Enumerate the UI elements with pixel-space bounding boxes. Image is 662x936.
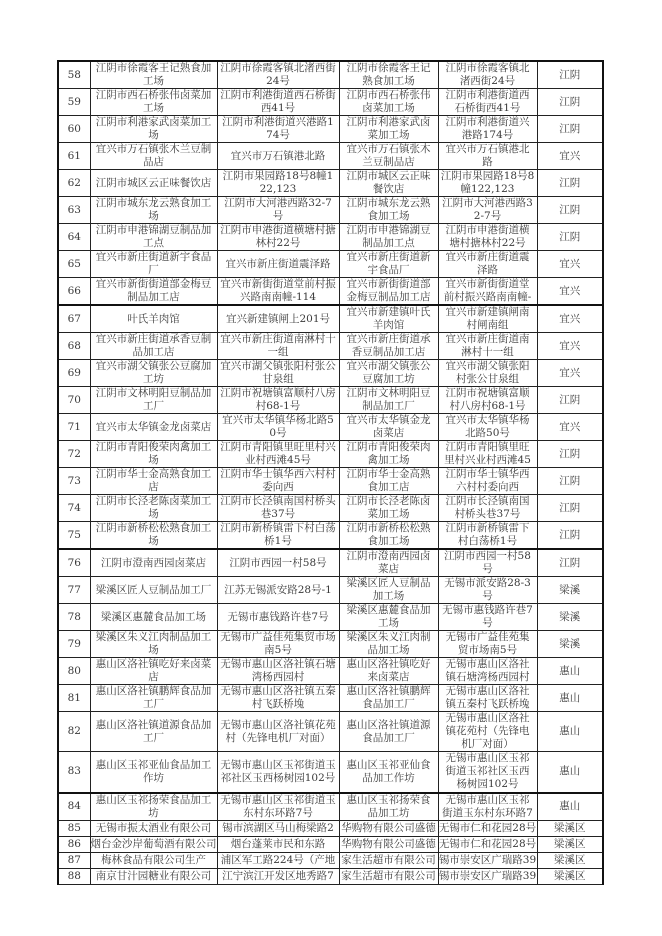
business-address-text: 烟台蓬莱市民和东路 bbox=[230, 837, 326, 850]
row-number-cell: 66 bbox=[58, 278, 90, 306]
business-name-cell: 江阴市澄南西园卤菜店 bbox=[90, 549, 217, 577]
row-number-cell: 61 bbox=[58, 143, 90, 170]
registered-address-cell: 江阴市利港街道兴港路174号 bbox=[438, 116, 537, 143]
table-row bbox=[58, 360, 603, 387]
row-number-cell: 77 bbox=[58, 577, 90, 604]
table-row bbox=[58, 333, 603, 360]
district-cell: 惠山 bbox=[537, 685, 603, 712]
registered-name-cell: 江阴市利港家武卤菜加工场 bbox=[339, 116, 438, 143]
table-row bbox=[58, 522, 603, 550]
row-number-cell: 83 bbox=[58, 752, 90, 793]
row-number-cell: 74 bbox=[58, 495, 90, 522]
registered-address-cell: 宜兴市新建镇闸南村闸南组 bbox=[438, 305, 537, 333]
registered-address-cell bbox=[438, 820, 537, 836]
district-cell: 江阴 bbox=[537, 468, 603, 495]
registered-address-cell: 江阴市徐霞客镇北渚西街24号 bbox=[438, 61, 537, 89]
registered-name-cell: 江阴市徐霞客王记熟食加工场 bbox=[339, 61, 438, 89]
registered-name-cell: 江阴市青阳俊荣肉禽加工场 bbox=[339, 441, 438, 468]
table-row bbox=[58, 251, 603, 278]
registered-name-cell: 惠山区玉祁扬荣食品加工坊 bbox=[339, 793, 438, 821]
business-address-text: 江宁滨江开发区地秀路7 bbox=[222, 869, 334, 882]
registered-name-cell: 宜兴市湖父镇张公豆腐加工坊 bbox=[339, 360, 438, 387]
business-name-cell: 江阴市城东龙云熟食加工场 bbox=[90, 197, 217, 224]
district-cell: 宜兴 bbox=[537, 143, 603, 170]
registered-address-cell: 无锡市惠山区玉祁街道玉祁社区玉西杨树园102号 bbox=[438, 752, 537, 793]
registered-name-cell: 江阴市长泾老陈卤菜加工场 bbox=[339, 495, 438, 522]
table-row bbox=[58, 305, 603, 333]
registered-name-cell: 惠山区玉祁亚仙食品加工作坊 bbox=[339, 752, 438, 793]
district-cell bbox=[537, 852, 603, 868]
row-number-cell bbox=[58, 868, 90, 884]
table-row bbox=[58, 89, 603, 116]
registered-address-cell bbox=[438, 868, 537, 884]
business-address-cell: 江阴市新桥镇雷下村白荡桥1号 bbox=[217, 522, 339, 550]
registered-address-cell: 宜兴市万石镇港北路 bbox=[438, 143, 537, 170]
registered-name-cell: 江阴市新桥松松熟食加工场 bbox=[339, 522, 438, 550]
business-name-cell: 江阴市新桥松松熟食加工场 bbox=[90, 522, 217, 550]
registered-address-text: 无锡市仁和花园28号 bbox=[438, 821, 537, 834]
business-name-text: 烟台金沙岸葡萄酒有限公司 bbox=[90, 837, 217, 850]
row-number-cell: 79 bbox=[58, 631, 90, 658]
business-name-cell: 江阴市华士金高熟食加工店 bbox=[90, 468, 217, 495]
registered-address-cell: 宜兴市太华镇华杨北路50号 bbox=[438, 414, 537, 441]
district-cell: 宜兴 bbox=[537, 305, 603, 333]
business-name-cell bbox=[90, 852, 217, 868]
registered-address-cell: 江阴市祝塘镇富顺村八房村68-1号 bbox=[438, 387, 537, 414]
district-cell: 江阴 bbox=[537, 61, 603, 89]
registered-name-cell: 惠山区洛社镇道源食品加工厂 bbox=[339, 712, 438, 752]
business-name-cell: 梁溪区朱义江肉制品加工场 bbox=[90, 631, 217, 658]
registered-address-cell: 无锡市惠山区洛社镇花苑村（先锋电机厂对面） bbox=[438, 712, 537, 752]
table-row bbox=[58, 387, 603, 414]
table-row bbox=[58, 604, 603, 631]
table-row bbox=[58, 495, 603, 522]
row-number-cell: 58 bbox=[58, 61, 90, 89]
district-cell: 梁溪 bbox=[537, 577, 603, 604]
business-address-cell: 江阴市青阳镇里旺里村兴业村西滩45号 bbox=[217, 441, 339, 468]
district-cell: 惠山 bbox=[537, 793, 603, 821]
business-address-cell: 宜兴市新庄街道震泽路 bbox=[217, 251, 339, 278]
business-address-cell: 宜兴市新庄街道南淋村十一组 bbox=[217, 333, 339, 360]
business-name-cell: 江阴市长泾老陈卤菜加工场 bbox=[90, 495, 217, 522]
table-body bbox=[58, 61, 603, 884]
business-address-cell: 宜兴市湖父镇张阳村张公甘泉组 bbox=[217, 360, 339, 387]
registered-address-cell: 江阴市利港街道西石桥街西41号 bbox=[438, 89, 537, 116]
business-address-text: 锡市滨湖区马山梅梁路2 bbox=[222, 821, 334, 834]
registered-address-cell: 宜兴市新庄街道震泽路 bbox=[438, 251, 537, 278]
registered-address-cell: 江阴市青阳镇里旺里村兴业村西滩45 bbox=[438, 441, 537, 468]
business-name-cell: 惠山区玉祁扬荣食品加工坊 bbox=[90, 793, 217, 821]
table-row bbox=[58, 712, 603, 752]
business-name-cell bbox=[90, 820, 217, 836]
registered-name-text: 家生活超市有限公司 bbox=[341, 853, 436, 866]
row-number-cell bbox=[58, 836, 90, 852]
row-number-cell: 69 bbox=[58, 360, 90, 387]
business-name-cell: 江阴市文林明阳豆制品加工厂 bbox=[90, 387, 217, 414]
registered-address-cell bbox=[438, 852, 537, 868]
district-cell bbox=[537, 820, 603, 836]
data-table bbox=[57, 60, 604, 885]
registered-name-cell: 梁溪区朱义江肉制品加工场 bbox=[339, 631, 438, 658]
registered-address-cell: 无锡市惠山区洛社镇五秦村飞跃桥堍 bbox=[438, 685, 537, 712]
district-cell: 江阴 bbox=[537, 549, 603, 577]
business-name-cell: 江阴市城区云正味餐饮店 bbox=[90, 170, 217, 197]
table-row bbox=[58, 441, 603, 468]
row-number-cell: 81 bbox=[58, 685, 90, 712]
business-address-cell: 宜兴市新街街道堂前村振兴路南南幢-114 bbox=[217, 278, 339, 306]
registered-address-cell: 江阴市新桥镇雷下村白荡桥1号 bbox=[438, 522, 537, 550]
table-row bbox=[58, 414, 603, 441]
district-cell: 江阴 bbox=[537, 387, 603, 414]
business-address-cell: 江阴市华士镇华西六村村委向西 bbox=[217, 468, 339, 495]
business-name-cell: 惠山区玉祁亚仙食品加工作坊 bbox=[90, 752, 217, 793]
registered-name-cell: 江阴市城东龙云熟食加工场 bbox=[339, 197, 438, 224]
registered-address-cell: 无锡市惠山区玉祁街道玉东村东环路7 bbox=[438, 793, 537, 821]
business-address-cell: 江阴市祝塘镇富顺村八房村68-1号 bbox=[217, 387, 339, 414]
district-cell: 梁溪 bbox=[537, 631, 603, 658]
district-text: 梁溪区 bbox=[554, 821, 586, 834]
business-address-cell bbox=[217, 820, 339, 836]
business-name-cell: 江阴市西石桥张伟卤菜加工场 bbox=[90, 89, 217, 116]
table-row bbox=[58, 752, 603, 793]
registered-address-cell: 宜兴市新街街道堂前村振兴路南南幢- bbox=[438, 278, 537, 306]
row-number-cell: 62 bbox=[58, 170, 90, 197]
business-name-cell: 江阴市利港家武卤菜加工场 bbox=[90, 116, 217, 143]
district-text: 梁溪区 bbox=[554, 869, 586, 882]
district-cell: 宜兴 bbox=[537, 333, 603, 360]
registered-name-cell: 江阴市城区云正味餐饮店 bbox=[339, 170, 438, 197]
business-name-text: 无锡市振太酒业有限公司 bbox=[95, 821, 212, 834]
business-address-cell bbox=[217, 868, 339, 884]
table-row bbox=[58, 852, 603, 868]
table-row bbox=[58, 577, 603, 604]
row-number-text: 87 bbox=[67, 853, 81, 866]
business-name-cell: 江阴市徐霞客王记熟食加工场 bbox=[90, 61, 217, 89]
business-address-cell: 无锡市惠山区洛社镇石塘湾杨西园村 bbox=[217, 658, 339, 685]
business-address-cell bbox=[217, 836, 339, 852]
registered-name-cell: 江阴市西石桥张伟卤菜加工场 bbox=[339, 89, 438, 116]
table-row bbox=[58, 61, 603, 89]
row-number-cell: 75 bbox=[58, 522, 90, 550]
business-address-cell: 宜兴市万石镇港北路 bbox=[217, 143, 339, 170]
row-number-cell: 67 bbox=[58, 305, 90, 333]
row-number-text: 88 bbox=[67, 869, 81, 882]
row-number-cell: 73 bbox=[58, 468, 90, 495]
registered-address-text: 锡市崇安区广瑞路39 bbox=[438, 853, 537, 866]
business-name-cell: 宜兴市新庄街道承香豆制品加工店 bbox=[90, 333, 217, 360]
district-cell: 江阴 bbox=[537, 522, 603, 550]
business-address-cell: 江阴市西园一村58号 bbox=[217, 549, 339, 577]
registered-address-cell: 无锡市广益佳苑集贸市场南5号 bbox=[438, 631, 537, 658]
row-number-cell: 76 bbox=[58, 549, 90, 577]
business-address-cell: 江阴市利港街道兴港路174号 bbox=[217, 116, 339, 143]
table-row bbox=[58, 278, 603, 306]
registered-name-cell: 宜兴市新建镇叶氏羊肉馆 bbox=[339, 305, 438, 333]
district-cell: 江阴 bbox=[537, 89, 603, 116]
row-number-cell: 59 bbox=[58, 89, 90, 116]
business-name-cell: 江阴市申港锦湖豆制品加工点 bbox=[90, 224, 217, 251]
district-cell: 江阴 bbox=[537, 224, 603, 251]
registered-address-cell: 江阴市申港街道横塘村搪林村22号 bbox=[438, 224, 537, 251]
registered-name-cell bbox=[339, 820, 438, 836]
registered-name-cell: 梁溪区匠人豆制品加工场 bbox=[339, 577, 438, 604]
district-cell: 惠山 bbox=[537, 658, 603, 685]
business-address-cell: 无锡市广益佳苑集贸市场南5号 bbox=[217, 631, 339, 658]
table-row bbox=[58, 170, 603, 197]
table-row bbox=[58, 793, 603, 821]
registered-name-cell bbox=[339, 852, 438, 868]
registered-name-cell: 宜兴市新庄街道新宇食品厂 bbox=[339, 251, 438, 278]
district-cell: 江阴 bbox=[537, 441, 603, 468]
registered-name-cell: 梁溪区惠麓食品加工场 bbox=[339, 604, 438, 631]
district-cell: 惠山 bbox=[537, 712, 603, 752]
registered-name-text: 家生活超市有限公司 bbox=[341, 869, 436, 882]
business-address-cell: 江阴市徐霞客镇北渚西街24号 bbox=[217, 61, 339, 89]
row-number-cell: 82 bbox=[58, 712, 90, 752]
business-address-cell: 江阴市申港街道横塘村搪林村22号 bbox=[217, 224, 339, 251]
table-row bbox=[58, 197, 603, 224]
registered-name-text: 华购物有限公司盛德 bbox=[341, 837, 436, 850]
business-address-cell: 宜兴新建镇闸上201号 bbox=[217, 305, 339, 333]
business-address-cell: 江阴市长泾镇南国村桥头巷37号 bbox=[217, 495, 339, 522]
business-name-cell: 惠山区洛社镇吃好来卤菜店 bbox=[90, 658, 217, 685]
registered-name-cell bbox=[339, 836, 438, 852]
business-name-text: 南京甘汁园糖业有限公司 bbox=[95, 869, 212, 882]
table-row bbox=[58, 549, 603, 577]
registered-name-cell: 江阴市华士金高熟食加工店 bbox=[339, 468, 438, 495]
registered-name-cell: 宜兴市新街街道部金梅豆制品加工店 bbox=[339, 278, 438, 306]
business-address-text: 浦区军工路224号（产地 bbox=[220, 853, 336, 866]
registered-name-cell: 惠山区洛社镇鹏辉食品加工厂 bbox=[339, 685, 438, 712]
table-row bbox=[58, 116, 603, 143]
registered-name-cell: 宜兴市新庄街道承香豆制品加工店 bbox=[339, 333, 438, 360]
registered-name-cell: 江阴市澄南西园卤菜店 bbox=[339, 549, 438, 577]
district-cell: 江阴 bbox=[537, 197, 603, 224]
business-address-cell bbox=[217, 852, 339, 868]
district-cell: 江阴 bbox=[537, 170, 603, 197]
business-address-cell: 无锡市惠钱路许巷7号 bbox=[217, 604, 339, 631]
table-row bbox=[58, 143, 603, 170]
business-address-cell: 无锡市惠山区洛社镇花苑村（先锋电机厂对面） bbox=[217, 712, 339, 752]
row-number-cell: 65 bbox=[58, 251, 90, 278]
business-name-cell: 宜兴市太华镇金龙卤菜店 bbox=[90, 414, 217, 441]
registered-name-cell: 江阴市文林明阳豆制品加工厂 bbox=[339, 387, 438, 414]
district-cell: 宜兴 bbox=[537, 360, 603, 387]
row-number-cell: 60 bbox=[58, 116, 90, 143]
district-text: 梁溪区 bbox=[554, 853, 586, 866]
business-name-text: 梅林食品有限公司生产 bbox=[101, 853, 206, 866]
business-name-cell bbox=[90, 836, 217, 852]
registered-address-cell: 无锡市惠钱路许巷7号 bbox=[438, 604, 537, 631]
row-number-text: 85 bbox=[67, 821, 81, 834]
business-address-cell: 江苏无锡派安路28号-1 bbox=[217, 577, 339, 604]
district-text: 梁溪区 bbox=[554, 837, 586, 850]
district-cell: 惠山 bbox=[537, 752, 603, 793]
business-address-cell: 无锡市惠山区洛社镇五秦村飞跃桥堍 bbox=[217, 685, 339, 712]
business-name-cell: 梁溪区惠麓食品加工场 bbox=[90, 604, 217, 631]
row-number-cell bbox=[58, 852, 90, 868]
table-row bbox=[58, 631, 603, 658]
row-number-cell: 64 bbox=[58, 224, 90, 251]
table-row bbox=[58, 468, 603, 495]
row-number-cell: 78 bbox=[58, 604, 90, 631]
business-name-cell: 梁溪区匠人豆制品加工厂 bbox=[90, 577, 217, 604]
business-name-cell: 江阴市青阳俊荣肉禽加工场 bbox=[90, 441, 217, 468]
business-name-cell bbox=[90, 868, 217, 884]
business-name-cell: 叶氏羊肉馆 bbox=[90, 305, 217, 333]
row-number-cell bbox=[58, 820, 90, 836]
district-cell: 梁溪 bbox=[537, 604, 603, 631]
registered-address-cell: 江阴市果园路18号8幢122,123 bbox=[438, 170, 537, 197]
registered-name-cell: 宜兴市太华镇金龙卤菜店 bbox=[339, 414, 438, 441]
registered-address-cell bbox=[438, 836, 537, 852]
row-number-cell: 72 bbox=[58, 441, 90, 468]
business-name-cell: 宜兴市新庄街道新宇食品厂 bbox=[90, 251, 217, 278]
district-cell bbox=[537, 836, 603, 852]
registered-address-cell: 江阴市长泾镇南国村桥头巷37号 bbox=[438, 495, 537, 522]
registered-name-cell: 惠山区洛社镇吃好来卤菜店 bbox=[339, 658, 438, 685]
row-number-cell: 68 bbox=[58, 333, 90, 360]
registered-address-text: 锡市崇安区广瑞路39 bbox=[438, 869, 537, 882]
table-row bbox=[58, 658, 603, 685]
row-number-cell: 70 bbox=[58, 387, 90, 414]
row-number-text: 86 bbox=[67, 837, 81, 850]
table-row bbox=[58, 685, 603, 712]
registered-name-text: 华购物有限公司盛德 bbox=[341, 821, 436, 834]
registered-address-cell: 江阴市华士镇华西六村村委向西 bbox=[438, 468, 537, 495]
district-cell: 宜兴 bbox=[537, 251, 603, 278]
business-address-cell: 江阴市果园路18号8幢122,123 bbox=[217, 170, 339, 197]
business-name-cell: 宜兴市万石镇张木兰豆制品店 bbox=[90, 143, 217, 170]
row-number-cell: 63 bbox=[58, 197, 90, 224]
row-number-cell: 84 bbox=[58, 793, 90, 821]
district-cell: 宜兴 bbox=[537, 414, 603, 441]
registered-address-cell: 江阴市大河港西路32-7号 bbox=[438, 197, 537, 224]
row-number-cell: 80 bbox=[58, 658, 90, 685]
business-name-cell: 惠山区洛社镇鹏辉食品加工厂 bbox=[90, 685, 217, 712]
registered-name-cell: 江阴市申港锦湖豆制品加工点 bbox=[339, 224, 438, 251]
registered-address-cell: 宜兴市新庄街道南淋村十一组 bbox=[438, 333, 537, 360]
table-row bbox=[58, 836, 603, 852]
registered-address-cell: 无锡市派安路28-3号 bbox=[438, 577, 537, 604]
registered-name-cell: 宜兴市万石镇张木兰豆制品店 bbox=[339, 143, 438, 170]
business-address-cell: 江阴市利港街道西石桥街西41号 bbox=[217, 89, 339, 116]
table-row bbox=[58, 868, 603, 884]
table-row bbox=[58, 224, 603, 251]
business-address-cell: 江阴市大河港西路32-7号 bbox=[217, 197, 339, 224]
business-name-cell: 惠山区洛社镇道源食品加工厂 bbox=[90, 712, 217, 752]
business-address-cell: 宜兴市太华镇华杨北路50号 bbox=[217, 414, 339, 441]
registered-name-cell bbox=[339, 868, 438, 884]
district-cell: 江阴 bbox=[537, 495, 603, 522]
business-address-cell: 无锡市惠山区玉祁街道玉东村东环路7号 bbox=[217, 793, 339, 821]
registered-address-cell: 无锡市惠山区洛社镇石塘湾杨西园村 bbox=[438, 658, 537, 685]
business-name-cell: 宜兴市湖父镇张公豆腐加工坊 bbox=[90, 360, 217, 387]
registered-address-cell: 江阴市西园一村58号 bbox=[438, 549, 537, 577]
row-number-cell: 71 bbox=[58, 414, 90, 441]
table-row bbox=[58, 820, 603, 836]
business-name-cell: 宜兴市新街街道部金梅豆制品加工店 bbox=[90, 278, 217, 306]
district-cell bbox=[537, 868, 603, 884]
district-cell: 江阴 bbox=[537, 116, 603, 143]
district-cell: 宜兴 bbox=[537, 278, 603, 306]
business-address-cell: 无锡市惠山区玉祁街道玉祁社区玉西杨树园102号 bbox=[217, 752, 339, 793]
registered-address-cell: 宜兴市湖父镇张阳村张公甘泉组 bbox=[438, 360, 537, 387]
registered-address-text: 无锡市仁和花园28号 bbox=[438, 837, 537, 850]
